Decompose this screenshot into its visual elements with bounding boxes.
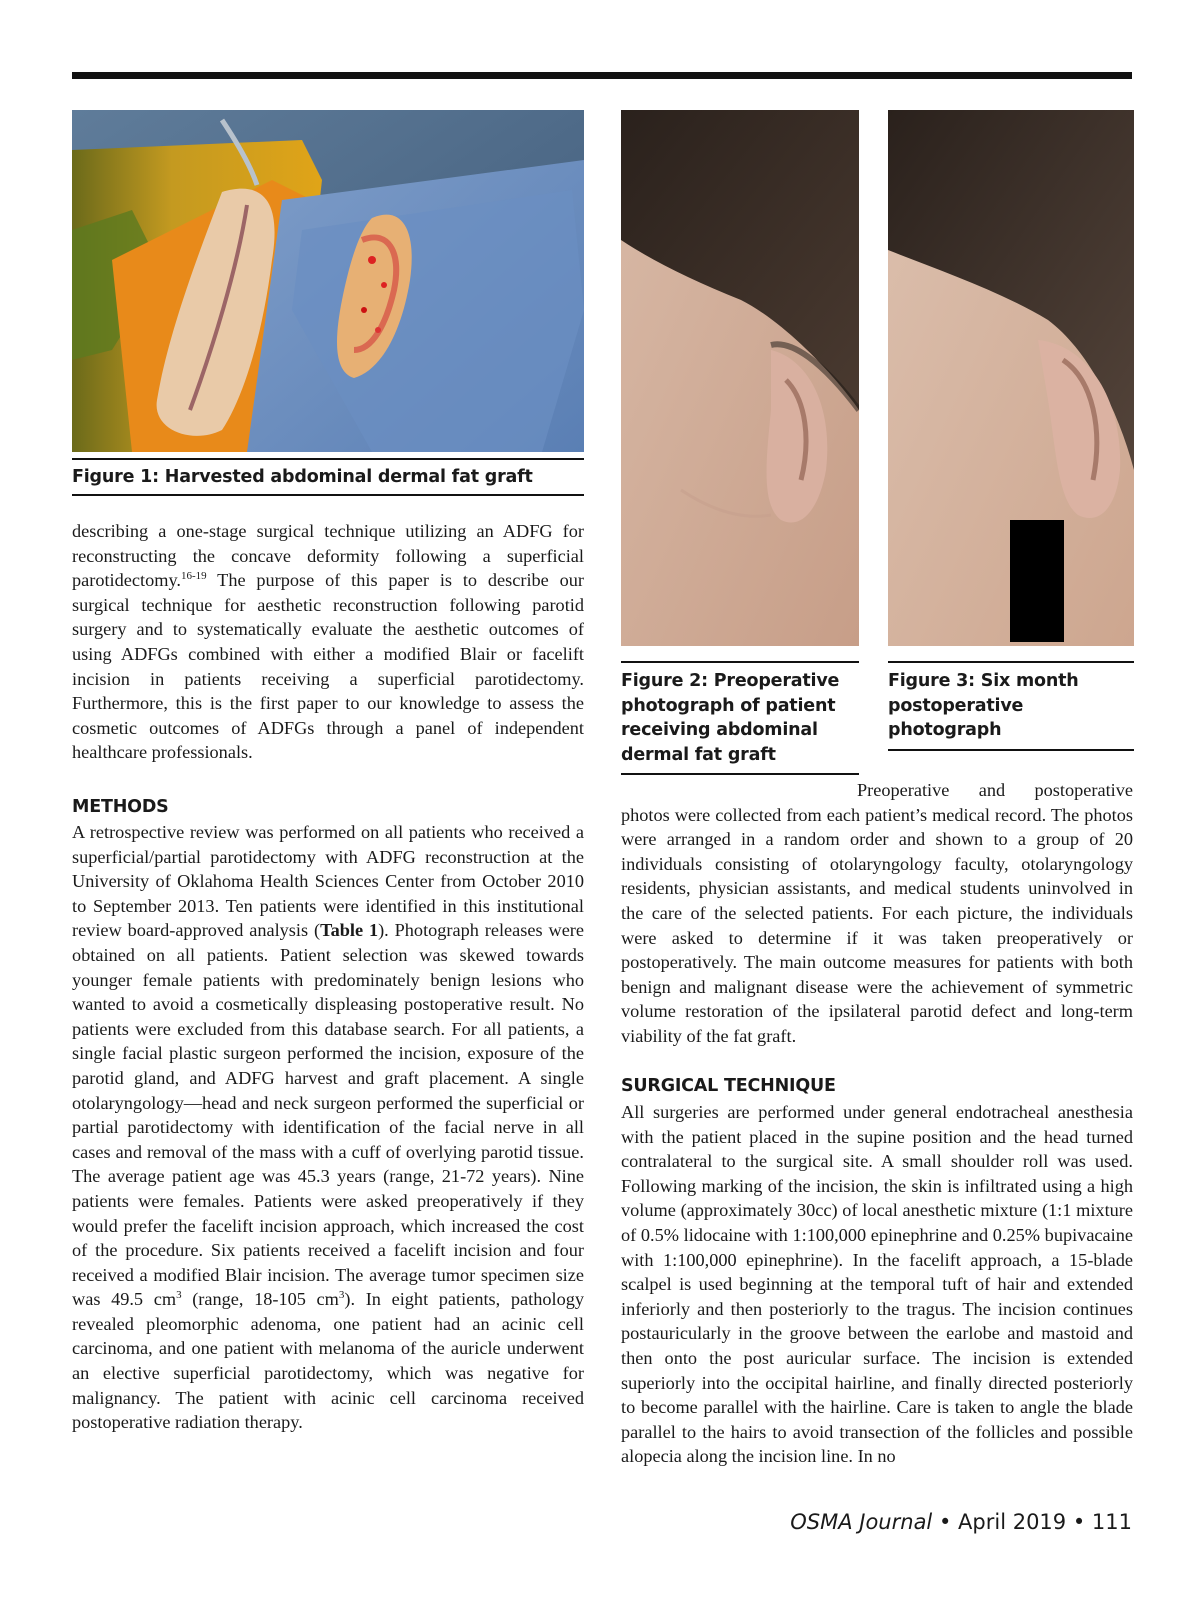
figure-2-caption: Figure 2: Preoperative photograph of patient receiving abdominal dermal fat graft bbox=[621, 661, 859, 775]
methods-paragraph: A retrospective review was performed on all patients who received a superficial/partial parotidectomy with ADFG reconstruction at the University of Oklahoma Health Sciences Center from October 2010 to September 2013. Ten patients were identified in this institutional review board-approved analysis (Table 1). Photograph releases were obtained on all patients. Patient selection was skewed towards younger female patients with predominately benign lesions who wanted to avoid a cosmetically displeasing postoperative result. No patients were excluded from this database search. For all patients, a single facial plastic surgeon performed the incision, exposure of the parotid gland, and ADFG harvest and graft placement. A single otolaryngology—head and neck surgeon performed the superficial or partial parotidectomy with identification of the facial nerve in all cases and removal of the mass with a cuff of overlying parotid tissue. The average patient age was 45.3 years (range, 21-72 years). Nine patients were females. Patients were asked preoperatively if they would prefer the facelift incision approach, which increased the cost of the procedure. Six patients received a facelift incision and four received a modified Blair incision. The average tumor specimen size was 49.5 $cm^3$ (range, 18-105 $cm^3$). In eight patients, pathology revealed pleomorphic adenoma, one patient had an acinic cell carcinoma, and one patient with melanoma of the auricle underwent an elective superficial parotidectomy, which was negative for malignancy. The patient with acinic cell carcinoma received postoperative radiation therapy. bbox=[72, 822, 585, 1433]
figure-3-photo bbox=[888, 110, 1134, 646]
outcomes-paragraph: Preoperative and postoperative photos were collected from each patient’s medical record. The photos were arranged in a random order and shown to a group of 20 individuals consisting of otolaryngology faculty, otolaryngology residents, physician assistants, and medical students uninvolved in the care of the selected patients. For each picture, the individuals were asked to determine if it was taken preoperatively or postoperatively. The main outcome measures for patients with both benign and malignant disease were the achievement of symmetric volume restoration of the ipsilateral parotid defect and long-term viability of the fat graft. bbox=[621, 780, 1133, 1046]
surgical-technique-heading: SURGICAL TECHNIQUE bbox=[621, 1076, 836, 1096]
page-footer: OSMA Journal • April 2019 • 111 bbox=[790, 1510, 1132, 1534]
figure-2-photo bbox=[621, 110, 859, 646]
surgical-technique-paragraph: All surgeries are performed under general endotracheal anesthesia with the patient placed in the supine position and the head turned contralateral to the surgical site. A small shoulder roll was used. Following marking of the incision, the skin is infiltrated using a high volume (approximately 30cc) of local anesthetic mixture (1:1 mixture of 0.5% lidocaine with 1:100,000 epinephrine and 0.25% bupivacaine with 1:100,000 epinephrine). In the facelift approach, a 15-blade scalpel is used beginning at the temporal tuft of hair and extended inferiorly and then posteriorly to the tragus. The incision continues postauricularly in the groove between the earlobe and mastoid and then onto the post auricular surface. The incision is extended superiorly into the occipital hairline, and finally directed posteriorly to become parallel with the hairline. Care is taken to angle the blade parallel to the hairs to avoid transection of the follicles and possible alopecia along the incision line. In no bbox=[621, 1102, 1133, 1467]
top-rule bbox=[72, 72, 1132, 79]
table-1-reference: Table 1 bbox=[320, 920, 379, 941]
figure-1-caption: Figure 1: Harvested abdominal dermal fat graft bbox=[72, 458, 584, 496]
issue-date: April 2019 bbox=[958, 1510, 1067, 1534]
redaction-box bbox=[1010, 520, 1064, 642]
figure-1-photo bbox=[72, 110, 584, 452]
methods-heading: METHODS bbox=[72, 797, 169, 817]
page-number: 111 bbox=[1091, 1510, 1132, 1534]
citation-superscript: 16-19 bbox=[180, 570, 207, 583]
intro-paragraph: describing a one-stage surgical technique utilizing an ADFG for reconstructing the concave deformity following a superficial parotidectomy.$^{16-19}$ The purpose of this paper is to describe our surgical technique for aesthetic reconstruction following parotid surgery and to systematically evaluate the aesthetic outcomes of using ADFGs combined with either a modified Blair or facelift incision in patients receiving a superficial parotidectomy. Furthermore, this is the first paper to our knowledge to assess the cosmetic outcomes of ADFGs through a panel of independent healthcare professionals. bbox=[72, 521, 584, 763]
journal-name: OSMA Journal bbox=[790, 1510, 933, 1534]
figure-3-caption: Figure 3: Six month postoperative photograph bbox=[888, 661, 1134, 751]
